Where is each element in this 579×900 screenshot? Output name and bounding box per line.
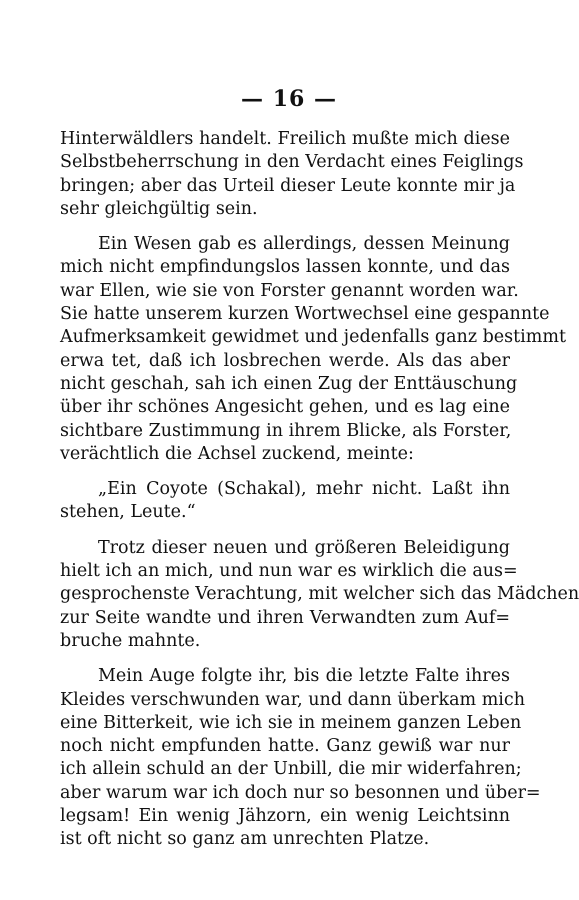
paragraph: [60, 233, 566, 466]
text-line: nicht geschah, sah ich einen Zug der Enttäuschung: [60, 373, 518, 394]
paragraph: [60, 537, 579, 653]
text-line: legsam! Ein wenig Jähzorn, ein wenig Leichtsinn: [60, 806, 510, 827]
text-line: noch nicht empfunden hatte. Ganz gewiß war nur: [60, 736, 510, 757]
text-line: aber warum war ich doch nur so besonnen und über=: [60, 782, 541, 803]
page-number: — 16 —: [241, 86, 337, 112]
text-line: hielt ich an mich, und nun war es wirklich die aus=: [60, 561, 518, 582]
text-line: bringen; aber das Urteil dieser Leute konnte mir ja: [60, 175, 516, 196]
text-line: Kleides verschwunden war, und dann überkam mich: [60, 689, 525, 710]
text-line: bruche mahnte.: [60, 630, 201, 651]
text-line: Selbstbeherrschung in den Verdacht eines Feiglings: [60, 152, 524, 173]
text-line: zur Seite wandte und ihren Verwandten zum Auf=: [60, 607, 510, 628]
text-line: eine Bitterkeit, wie ich sie in meinem ganzen Leben: [60, 712, 522, 733]
text-line: Ein Wesen gab es allerdings, dessen Meinung: [98, 234, 510, 255]
text-line: war Ellen, wie sie von Forster genannt worden war.: [60, 280, 519, 301]
paragraph: [60, 665, 541, 851]
text-line: über ihr schönes Angesicht gehen, und es lag eine: [60, 397, 510, 418]
text-line: sehr gleichgültig sein.: [60, 198, 258, 219]
text-line: Mein Auge folgte ihr, bis die letzte Falte ihres: [98, 666, 510, 687]
text-line: Sie hatte unserem kurzen Wortwechsel eine gespannte: [60, 304, 550, 325]
text-line: stehen, Leute.“: [60, 502, 196, 523]
text-line: mich nicht empfindungslos lassen konnte, und das: [60, 257, 510, 278]
body-text: [60, 128, 579, 864]
text-line: gesprochenste Verachtung, mit welcher sich das Mädchen: [60, 584, 579, 605]
text-line: ist oft nicht so ganz am unrechten Platze.: [60, 829, 430, 850]
text-line: verächtlich die Achsel zuckend, meinte:: [60, 443, 414, 464]
text-line: Aufmerksamkeit gewidmet und jedenfalls ganz bestimmt: [60, 327, 566, 348]
text-line: „Ein Coyote (Schakal), mehr nicht. Laßt ihn: [98, 479, 510, 500]
text-line: erwa tet, daß ich losbrechen werde. Als das aber: [60, 350, 510, 371]
text-line: sichtbare Zustimmung in ihrem Blicke, als Forster,: [60, 420, 512, 441]
text-line: Trotz dieser neuen und größeren Beleidigung: [98, 537, 510, 558]
paragraph: [60, 478, 510, 525]
paragraph: [60, 128, 524, 221]
text-line: ich allein schuld an der Unbill, die mir widerfahren;: [60, 759, 522, 780]
text-line: Hinterwäldlers handelt. Freilich mußte mich diese: [60, 129, 510, 149]
